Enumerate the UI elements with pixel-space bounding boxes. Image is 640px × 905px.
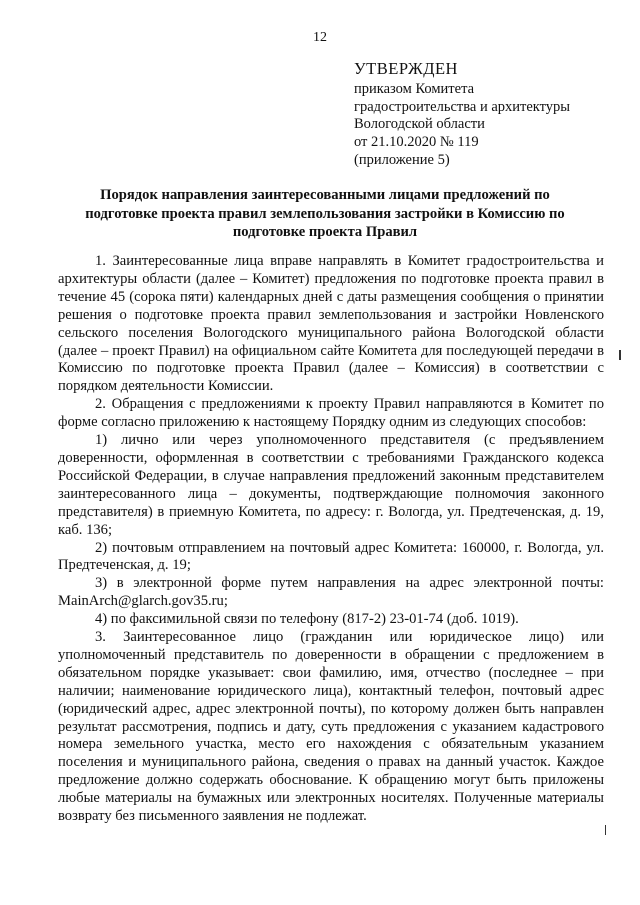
document-title: Порядок направления заинтересованными лицами предложений по подготовке проекта правил землепользования застройки в Комиссию по подготовке проекта Правил — [85, 187, 565, 240]
approval-line: градостроительства и архитектуры — [354, 98, 571, 115]
paragraph-2: 2. Обращения с предложениями к проекту Правил направляются в Комитет по форме согласно приложению к настоящему Порядку одним из следующих способов: — [58, 396, 604, 431]
approval-line: Вологодской области — [354, 116, 485, 133]
paragraph-1: 1. Заинтересованные лица вправе направлять в Комитет градостроительства и архитектуры области (далее – Комитет) предложения по подготовке проекта правил в течение 45 (сорока пяти) календарных дней с даты размещения сообщения о принятии решения о подготовке проекта правил землепользования и застройки Новленского сельского поселения Вологодского муниципального района Вологодской области (далее – проект Правил) на официальном сайте Комитета для последующей передачи в Комиссию по подготовке проекта Правил (далее – Комиссия) в соответствии с порядком деятельности Комиссии. — [58, 253, 604, 395]
list-item-2: 2) почтовым отправлением на почтовый адрес Комитета: 160000, г. Вологда, ул. Предтеченская, д. 19; — [58, 539, 604, 574]
approval-line: (приложение 5) — [354, 151, 450, 168]
scan-margin-mark — [619, 350, 621, 360]
list-item-4: 4) по факсимильной связи по телефону (817-2) 23-01-74 (доб. 1019). — [95, 611, 519, 628]
document-body — [58, 253, 604, 826]
approval-line: приказом Комитета — [354, 80, 475, 97]
list-item-1: 1) лично или через уполномоченного представителя (с предъявлением доверенности, оформленная в соответствии с требованиями Гражданского кодекса Российской Федерации, в случае направления предложений законным представителем заинтересованного лица – документы, подтверждающие полномочия законного представителя) в приемную Комитета, по адресу: г. Вологда, ул. Предтеченская, д. 19, каб. 136; — [58, 432, 604, 538]
approval-line: от 21.10.2020 № 119 — [354, 134, 479, 151]
paragraph-3: 3. Заинтересованное лицо (гражданин или юридическое лицо) или уполномоченный представитель по доверенности в обращении с предложением в обязательном порядке указывает: свои фамилию, имя, отчество (последнее – при наличии; наименование юридического лица), контактный телефон, почтовый адрес (юридический адрес, адрес электронной почты), по которому должен быть направлен результат рассмотрения, подпись и дату, суть предложения с указанием кадастрового номера земельного участка, место его нахождения с обязательным указанием поселения и муниципального района, сведения о правах на данный участок. Каждое предложение должно содержать обоснование. К обращению могут быть приложены любые материалы на бумажных или электронных носителях. Полученные материалы возврату без письменного заявления не подлежат. — [58, 629, 604, 825]
list-item-3: 3) в электронной форме путем направления на адрес электронной почты: MainArch@glarch.gov35.ru; — [58, 575, 604, 610]
page-number: 12 — [313, 30, 327, 45]
approval-block — [354, 60, 570, 170]
scan-margin-mark — [605, 825, 606, 835]
approval-stamp: УТВЕРЖДЕН — [354, 59, 458, 78]
